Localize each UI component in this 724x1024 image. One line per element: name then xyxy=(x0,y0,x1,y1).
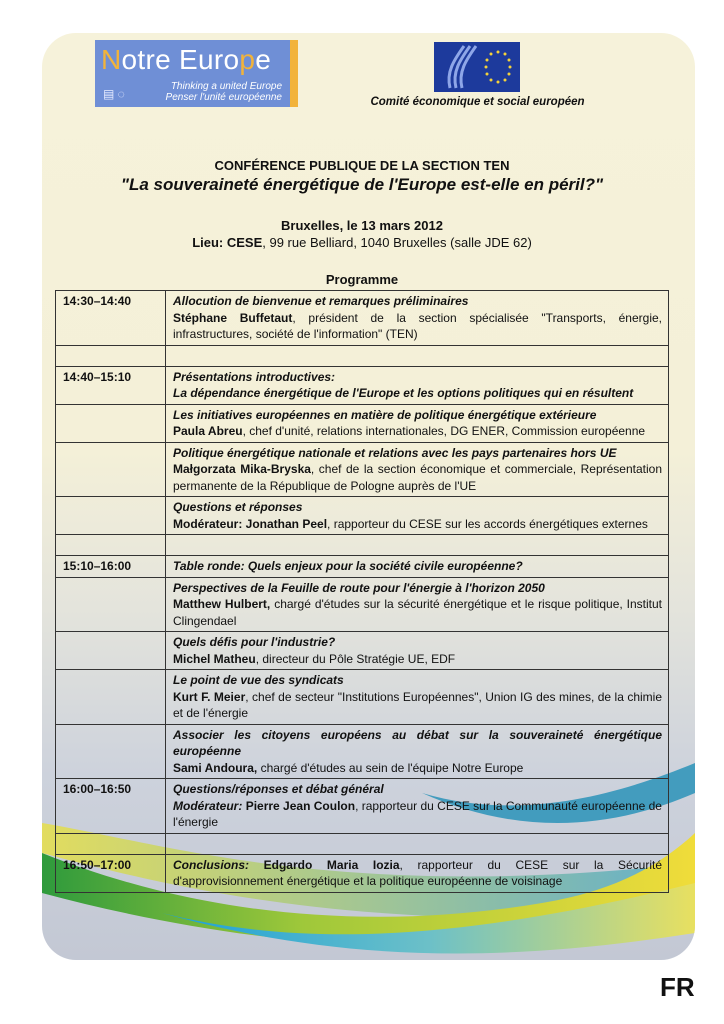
session-time xyxy=(56,442,166,497)
speaker-role: , président de la section spécialisée "Transports, énergie, infrastructures, société de l'information" (TEN) xyxy=(173,310,662,341)
session-time xyxy=(56,404,166,442)
session-description xyxy=(166,577,669,632)
session-description xyxy=(166,291,669,346)
speaker-role: , rapporteur du CESE sur la Sécurité d'approvisionnement énergétique et la politique européenne de voisinage xyxy=(173,857,662,888)
speaker-name: Modérateur: Jonathan Peel xyxy=(173,516,328,531)
programme-row xyxy=(56,779,669,834)
speaker-name: Kurt F. Meier xyxy=(173,689,246,704)
session-time: 16:50–17:00 xyxy=(56,854,166,892)
session-time xyxy=(56,632,166,670)
session-description xyxy=(166,497,669,535)
role-label: Modérateur: xyxy=(173,798,246,813)
session-time xyxy=(56,577,166,632)
speaker-name: Matthew Hulbert, xyxy=(173,597,271,611)
session-time xyxy=(56,724,166,779)
session-time: 14:40–15:10 xyxy=(56,366,166,404)
session-description xyxy=(166,779,669,834)
session-time: 16:00–16:50 xyxy=(56,779,166,834)
programme-row xyxy=(56,404,669,442)
spacer-row xyxy=(56,345,669,366)
session-time: 14:30–14:40 xyxy=(56,291,166,346)
session-description xyxy=(166,670,669,725)
programme-row xyxy=(56,670,669,725)
speaker-name: Sami Andoura, xyxy=(173,760,258,775)
session-description xyxy=(166,724,669,779)
session-title: Questions/réponses et débat général xyxy=(173,782,384,796)
programme-row xyxy=(56,854,669,892)
session-description xyxy=(166,404,669,442)
eu-stars-icon xyxy=(434,42,520,92)
spacer-row xyxy=(56,535,669,556)
session-title: Associer les citoyens européens au débat sur la souveraineté énergétique européenne xyxy=(173,727,662,758)
speaker-role: , chef de secteur "Institutions Européennes", Union IG des mines, de la chimie et de l'énergie xyxy=(173,689,663,720)
session-time xyxy=(56,497,166,535)
session-title: Allocution de bienvenue et remarques préliminaires xyxy=(173,294,469,308)
session-title: Table ronde: Quels enjeux pour la société civile européenne? xyxy=(173,559,523,573)
programme-row xyxy=(56,632,669,670)
session-description xyxy=(166,345,669,366)
speaker-name: Stéphane Buffetaut xyxy=(173,310,293,325)
cese-caption: Comité économique et social européen xyxy=(370,96,585,108)
session-time: 15:10–16:00 xyxy=(56,556,166,578)
role-label: Conclusions: xyxy=(173,857,264,872)
conference-title: "La souveraineté énergétique de l'Europe est-elle en péril?" xyxy=(120,175,604,194)
session-subtitle: La dépendance énergétique de l'Europe et les options politiques qui en résultent xyxy=(173,386,634,400)
session-description xyxy=(166,833,669,854)
notre-europe-logo-name: Notre Europe xyxy=(101,44,272,75)
session-time xyxy=(56,670,166,725)
speaker-role: , rapporteur du CESE sur les accords énergétiques externes xyxy=(327,516,648,531)
tagline-en: Thinking a united Europe xyxy=(170,81,282,92)
programme-row xyxy=(56,366,669,404)
session-description xyxy=(166,556,669,578)
session-time xyxy=(56,535,166,556)
session-description xyxy=(166,854,669,892)
speaker-role: chargé d'études au sein de l'équipe Notre Europe xyxy=(257,760,524,775)
session-title: Le point de vue des syndicats xyxy=(173,673,344,687)
session-description xyxy=(166,442,669,497)
conference-date: Bruxelles, le 13 mars 2012 xyxy=(281,218,443,233)
programme-table xyxy=(55,290,669,893)
session-title: Les initiatives européennes en matière de politique énergétique extérieure xyxy=(173,407,597,422)
session-description xyxy=(166,366,669,404)
speaker-role: , directeur du Pôle Stratégie UE, EDF xyxy=(255,651,456,666)
session-title: Questions et réponses xyxy=(173,500,303,514)
programme-row xyxy=(56,291,669,346)
venue-label: Lieu: CESE xyxy=(192,235,263,250)
language-code: FR xyxy=(660,972,695,1002)
session-title: Politique énergétique nationale et relations avec les pays partenaires hors UE xyxy=(173,445,617,460)
session-title: Présentations introductives: xyxy=(173,369,336,384)
venue-address: , 99 rue Belliard, 1040 Bruxelles (salle JDE 62) xyxy=(262,235,532,250)
conference-section: CONFÉRENCE PUBLIQUE DE LA SECTION TEN xyxy=(214,158,510,173)
programme-heading: Programme xyxy=(325,272,399,287)
session-time xyxy=(56,345,166,366)
speaker-role: , chef d'unité, relations internationales, DG ENER, Commission européenne xyxy=(242,424,646,438)
conference-venue xyxy=(0,235,724,250)
speaker-name: Edgardo Maria Iozia xyxy=(263,857,400,872)
speaker-role: chargé d'études sur la sécurité énergétique et le risque politique, Institut Clingendael xyxy=(173,597,662,628)
programme-row xyxy=(56,577,669,632)
session-description xyxy=(166,632,669,670)
session-time xyxy=(56,833,166,854)
programme-row xyxy=(56,497,669,535)
speaker-name: Paula Abreu xyxy=(173,424,243,438)
notre-europe-emblem-icon: ▤ ◌ xyxy=(103,87,125,101)
speaker-role: , chef de la section économique et commerciale, Représentation permanente de la République de Pologne auprès de l'UE xyxy=(173,462,662,493)
speaker-name: Pierre Jean Coulon xyxy=(245,798,356,813)
cese-logo xyxy=(434,42,520,92)
notre-europe-tagline xyxy=(166,81,282,103)
programme-row xyxy=(56,724,669,779)
notre-europe-logo xyxy=(95,40,298,107)
speaker-name: Małgorzata Mika-Bryska xyxy=(173,462,311,476)
speaker-role: , rapporteur du CESE sur la Communauté européenne de l'énergie xyxy=(173,798,662,829)
session-description xyxy=(166,535,669,556)
spacer-row xyxy=(56,833,669,854)
tagline-fr: Penser l'unité européenne xyxy=(165,92,282,103)
session-title: Quels défis pour l'industrie? xyxy=(173,635,336,649)
session-title: Perspectives de la Feuille de route pour l'énergie à l'horizon 2050 xyxy=(173,580,545,595)
programme-row xyxy=(56,556,669,578)
speaker-name: Michel Matheu xyxy=(173,651,256,666)
programme-row xyxy=(56,442,669,497)
